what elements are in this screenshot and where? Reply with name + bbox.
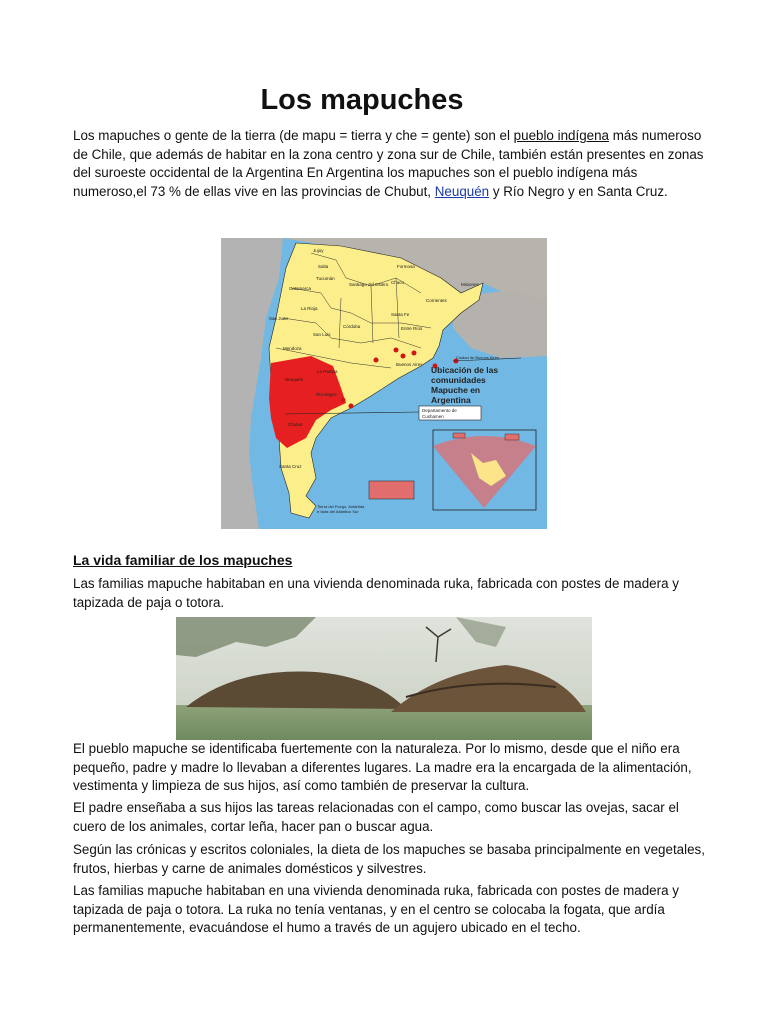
bottom-label-1: Tierra del Fuego, Antártida [317, 504, 365, 509]
map-malvinas-box [369, 481, 414, 499]
label-cordoba: Córdoba [343, 324, 361, 329]
label-san-luis: San Luis [313, 332, 331, 337]
callout-line-2: Cushamen [422, 414, 444, 419]
legend-line-4: Argentina [431, 395, 471, 405]
map-inset-marker-1 [453, 433, 465, 438]
paragraph-padre: El padre enseñaba a sus hijos las tareas relacionadas con el campo, como buscar las ovejas, sacar el cuero de los animales, cortar leña, hacer pan o buscar agua. [73, 800, 679, 834]
label-neuquen: Neuquén [285, 377, 304, 382]
pueblo-indigena-link[interactable]: pueblo indígena [513, 128, 609, 143]
label-buenos-aires: Buenos Aires [396, 362, 423, 367]
label-corrientes: Corrientes [426, 298, 447, 303]
label-jujuy: Jujuy [313, 248, 324, 253]
section-heading: La vida familiar de los mapuches [73, 552, 293, 568]
label-la-pampa: La Pampa [317, 369, 338, 374]
ruka-photo [176, 617, 592, 740]
intro-text-1: Los mapuches o gente de la tierra (de mapu = tierra y che = gente) son el [73, 128, 514, 143]
label-santa-cruz: Santa Cruz [279, 464, 302, 469]
neuquen-link[interactable]: Neuquén [434, 183, 490, 199]
intro-text-3: y Río Negro y en Santa Cruz. [489, 183, 668, 199]
legend-line-2: comunidades [431, 375, 486, 385]
mapuche-map [221, 238, 547, 529]
intro-paragraph [73, 127, 705, 201]
label-salta: Salta [318, 264, 329, 269]
bottom-label-2: e Islas del Atlántico Sur [317, 509, 359, 514]
map-caba-label: Ciudad de Buenos Aires [456, 355, 499, 360]
label-rio-negro: Río Negro [316, 392, 337, 397]
label-misiones: Misiones [461, 282, 479, 287]
label-catamarca: Catamarca [289, 286, 312, 291]
intro-text-2: más numeroso de Chile, que además de habitar en la zona centro y zona sur de Chile, también están presentes en zonas del suroeste occidental de la Argentina En Argentina los mapuches son el pueblo indígena más numeroso,el 73 % de ellas vive en las provincias de Chubut, [73, 128, 704, 199]
label-entre-rios: Entre Ríos [401, 326, 423, 331]
callout-line-1: Departamento de [422, 408, 457, 413]
paragraph-dieta: Según las crónicas y escritos coloniales, la dieta de los mapuches se basaba principalmente en vegetales, frutos, hierbas y carne de animales domésticos y silvestres. [73, 842, 705, 876]
legend-line-3: Mapuche en [431, 385, 481, 395]
paragraph-naturaleza: El pueblo mapuche se identificaba fuertemente con la naturaleza. Por lo mismo, desde que el niño era pequeño, padre y madre lo llevaban a diferentes lugares. La madre era la encargada de la alimentación, vestimenta y limpieza de sus hijos, así como también de preservar la cultura. [73, 741, 692, 793]
map-inset-marker-2 [505, 434, 519, 440]
paragraph-ruka: Las familias mapuche habitaban en una vivienda denominada ruka, fabricada con postes de madera y tapizada de paja o totora. [73, 576, 679, 610]
label-san-juan: San Juan [269, 316, 289, 321]
label-chubut: Chubut [288, 422, 303, 427]
label-santa-fe: Santa Fe [391, 312, 410, 317]
label-la-rioja: La Rioja [301, 306, 318, 311]
legend-line-1: Ubicación de las [431, 365, 499, 375]
label-formosa: Formosa [397, 264, 415, 269]
label-tucuman: Tucumán [316, 276, 335, 281]
page-title: Los mapuches [260, 84, 464, 116]
label-chaco: Chaco [391, 280, 405, 285]
label-mendoza: Mendoza [283, 346, 302, 351]
paragraph-ruka-detalle: Las familias mapuche habitaban en una vivienda denominada ruka, fabricada con postes de madera y tapizada de paja o totora. La ruka no tenía ventanas, y en el centro se colocaba la fogata, que ardía permanentemente, evacuándose el humo a través de un agujero ubicado en el techo. [73, 883, 679, 935]
label-santiago: Santiago del Estero [349, 282, 389, 287]
